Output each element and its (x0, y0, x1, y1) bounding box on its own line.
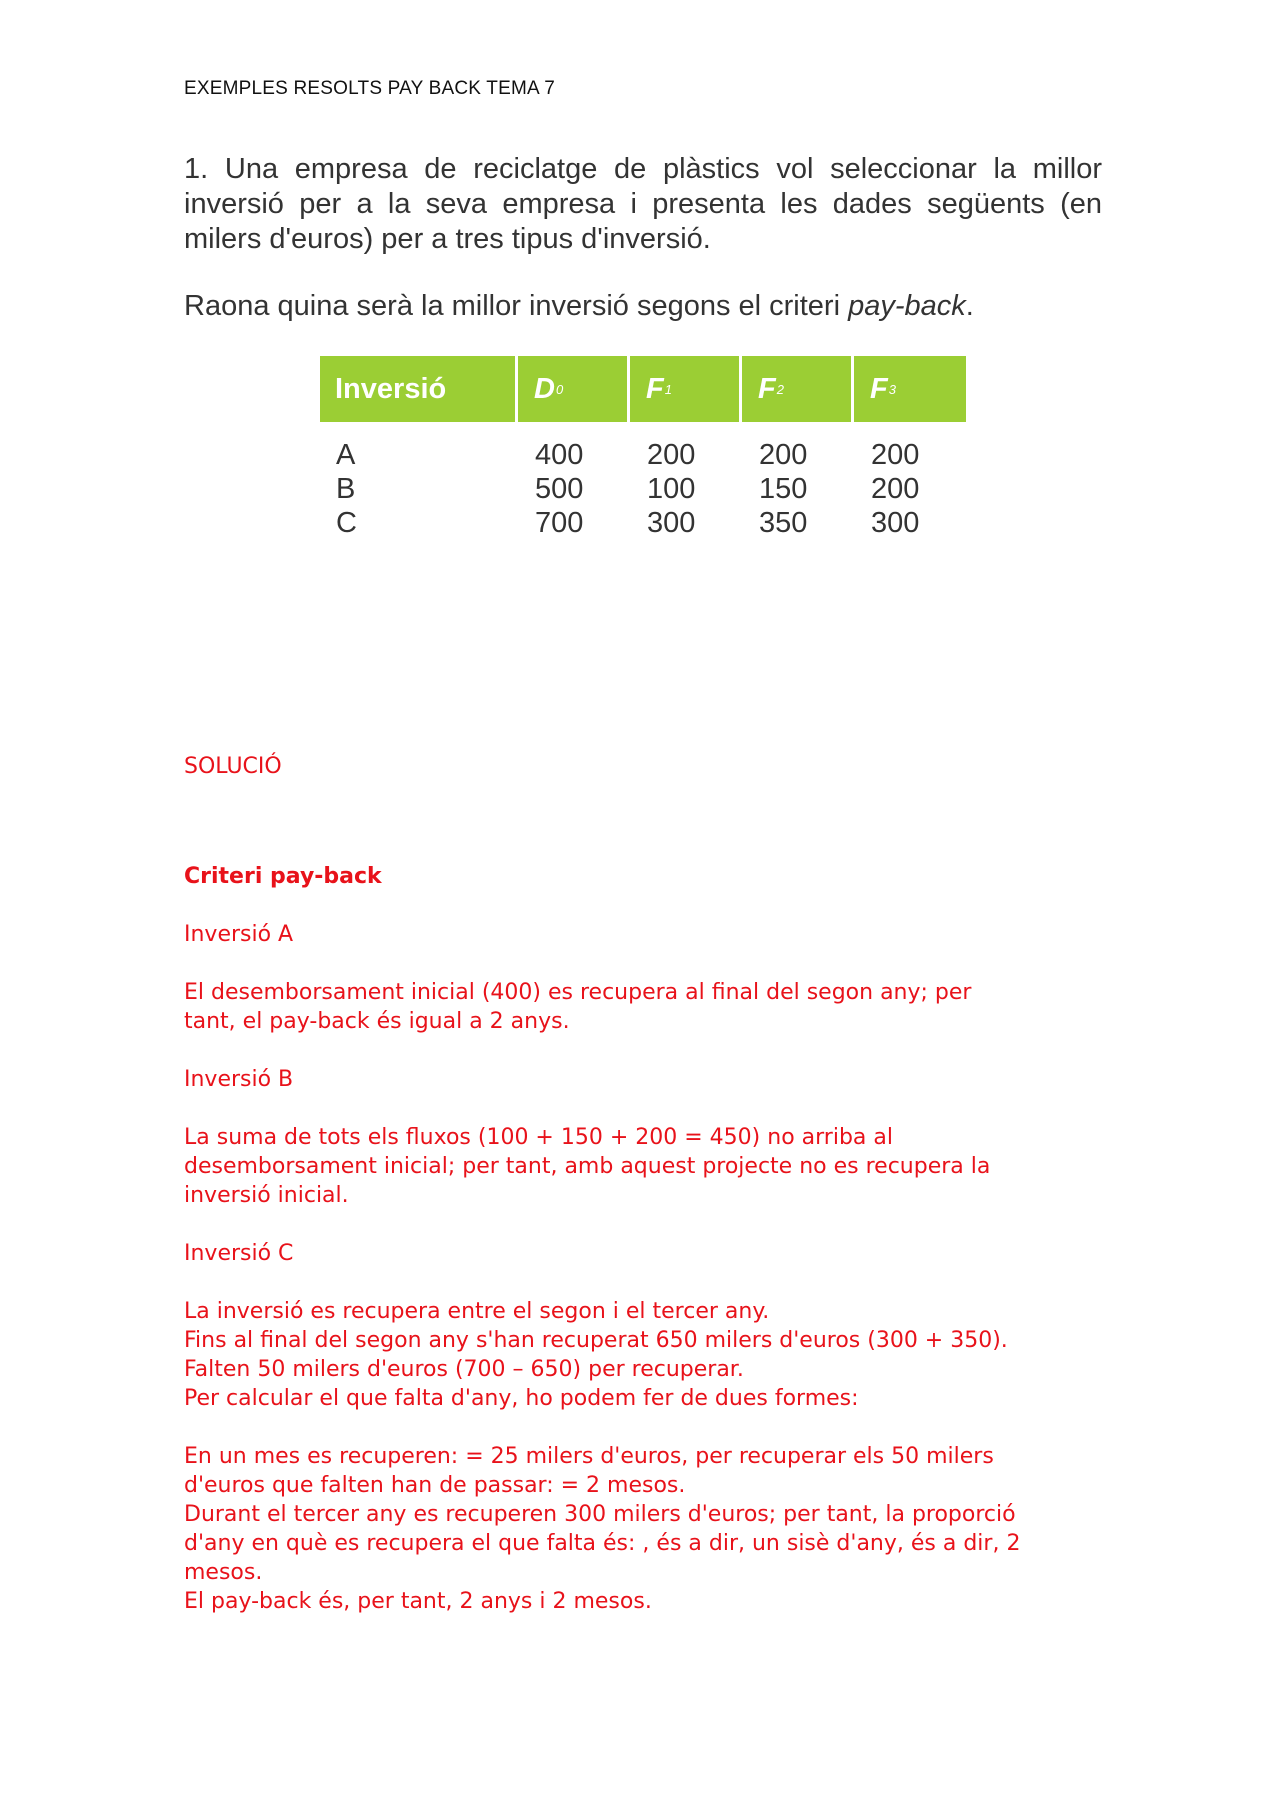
cell-f2: 350 (759, 507, 808, 539)
inversio-b-text (184, 1123, 1124, 1210)
row-label: A (336, 439, 356, 471)
text-line: Durant el tercer any es recuperen 300 milers d'euros; per tant, la proporció (184, 1502, 1016, 1527)
text-line: La suma de tots els fluxos (100 + 150 + 200 = 450) no arriba al (184, 1125, 893, 1150)
cell-f3: 200 (871, 439, 920, 471)
text-line: tant, el pay-back és igual a 2 anys. (184, 1009, 570, 1034)
question-prompt (184, 289, 1102, 324)
text-line: Fins al final del segon any s'han recuperat 650 milers d'euros (300 + 350). (184, 1328, 1008, 1353)
header-f3 (854, 356, 966, 422)
row-label: B (336, 473, 356, 505)
table-row (320, 506, 966, 540)
inversio-a-title: Inversió A (184, 922, 294, 947)
text-line: desemborsament inicial; per tant, amb aquest projecte no es recupera la (184, 1154, 991, 1179)
header-f1-sub: 1 (664, 381, 672, 397)
text-line: inversió inicial. (184, 1183, 349, 1208)
cell-d0: 400 (535, 439, 584, 471)
cell-f2: 200 (759, 439, 808, 471)
cell-d0: 500 (535, 473, 584, 505)
criteri-heading: Criteri pay-back (184, 864, 382, 889)
cell-f3: 300 (871, 507, 920, 539)
inversio-c-text (184, 1297, 1124, 1413)
cell-f1: 100 (647, 473, 696, 505)
inversio-a-text (184, 978, 1124, 1036)
inversio-b-title: Inversió B (184, 1067, 294, 1092)
prompt-text: Raona quina serà la millor inversió segons el criteri (184, 290, 849, 322)
header-d0-base: D (534, 372, 555, 405)
cell-f2: 150 (759, 473, 808, 505)
prompt-italic: pay-back (848, 290, 966, 322)
cell-f3: 200 (871, 473, 920, 505)
solution-title: SOLUCIÓ (184, 754, 282, 779)
text-line: El desemborsament inicial (400) es recupera al final del segon any; per (184, 980, 972, 1005)
table-header-row (320, 356, 966, 422)
text-line: mesos. (184, 1560, 263, 1585)
text-line: d'euros que falten han de passar: = 2 mesos. (184, 1473, 686, 1498)
header-f3-base: F (870, 372, 888, 405)
header-d0 (518, 356, 630, 422)
inversio-c-text2 (184, 1442, 1124, 1616)
question-text: 1. Una empresa de reciclatge de plàstics vol seleccionar la millor inversió per a la seva empresa i presenta les dades següents (en milers d'euros) per a tres tipus d'inversió. (184, 153, 1102, 255)
text-line: Falten 50 milers d'euros (700 – 650) per recuperar. (184, 1357, 744, 1382)
page-header: EXEMPLES RESOLTS PAY BACK TEMA 7 (184, 78, 556, 99)
header-f1 (630, 356, 742, 422)
text-line: En un mes es recuperen: = 25 milers d'euros, per recuperar els 50 milers (184, 1444, 994, 1469)
table-row (320, 438, 966, 472)
header-f2-sub: 2 (776, 381, 784, 397)
row-label: C (336, 507, 357, 539)
header-d0-sub: 0 (555, 381, 564, 397)
prompt-end: . (965, 290, 974, 322)
header-f2 (742, 356, 854, 422)
header-f3-sub: 3 (888, 381, 896, 397)
cell-d0: 700 (535, 507, 584, 539)
table-row (320, 472, 966, 506)
header-f2-base: F (758, 372, 776, 405)
text-line: Per calcular el que falta d'any, ho podem fer de dues formes: (184, 1386, 859, 1411)
text-line: d'any en què es recupera el que falta és: , és a dir, un sisè d'any, és a dir, 2 (184, 1531, 1021, 1556)
inversio-c-title: Inversió C (184, 1241, 294, 1266)
text-line: La inversió es recupera entre el segon i el tercer any. (184, 1299, 770, 1324)
cell-f1: 200 (647, 439, 696, 471)
header-inversio-label: Inversió (335, 372, 447, 405)
header-inversio (320, 356, 518, 422)
cell-f1: 300 (647, 507, 696, 539)
header-f1-base: F (646, 372, 664, 405)
text-line: El pay-back és, per tant, 2 anys i 2 mesos. (184, 1589, 652, 1614)
